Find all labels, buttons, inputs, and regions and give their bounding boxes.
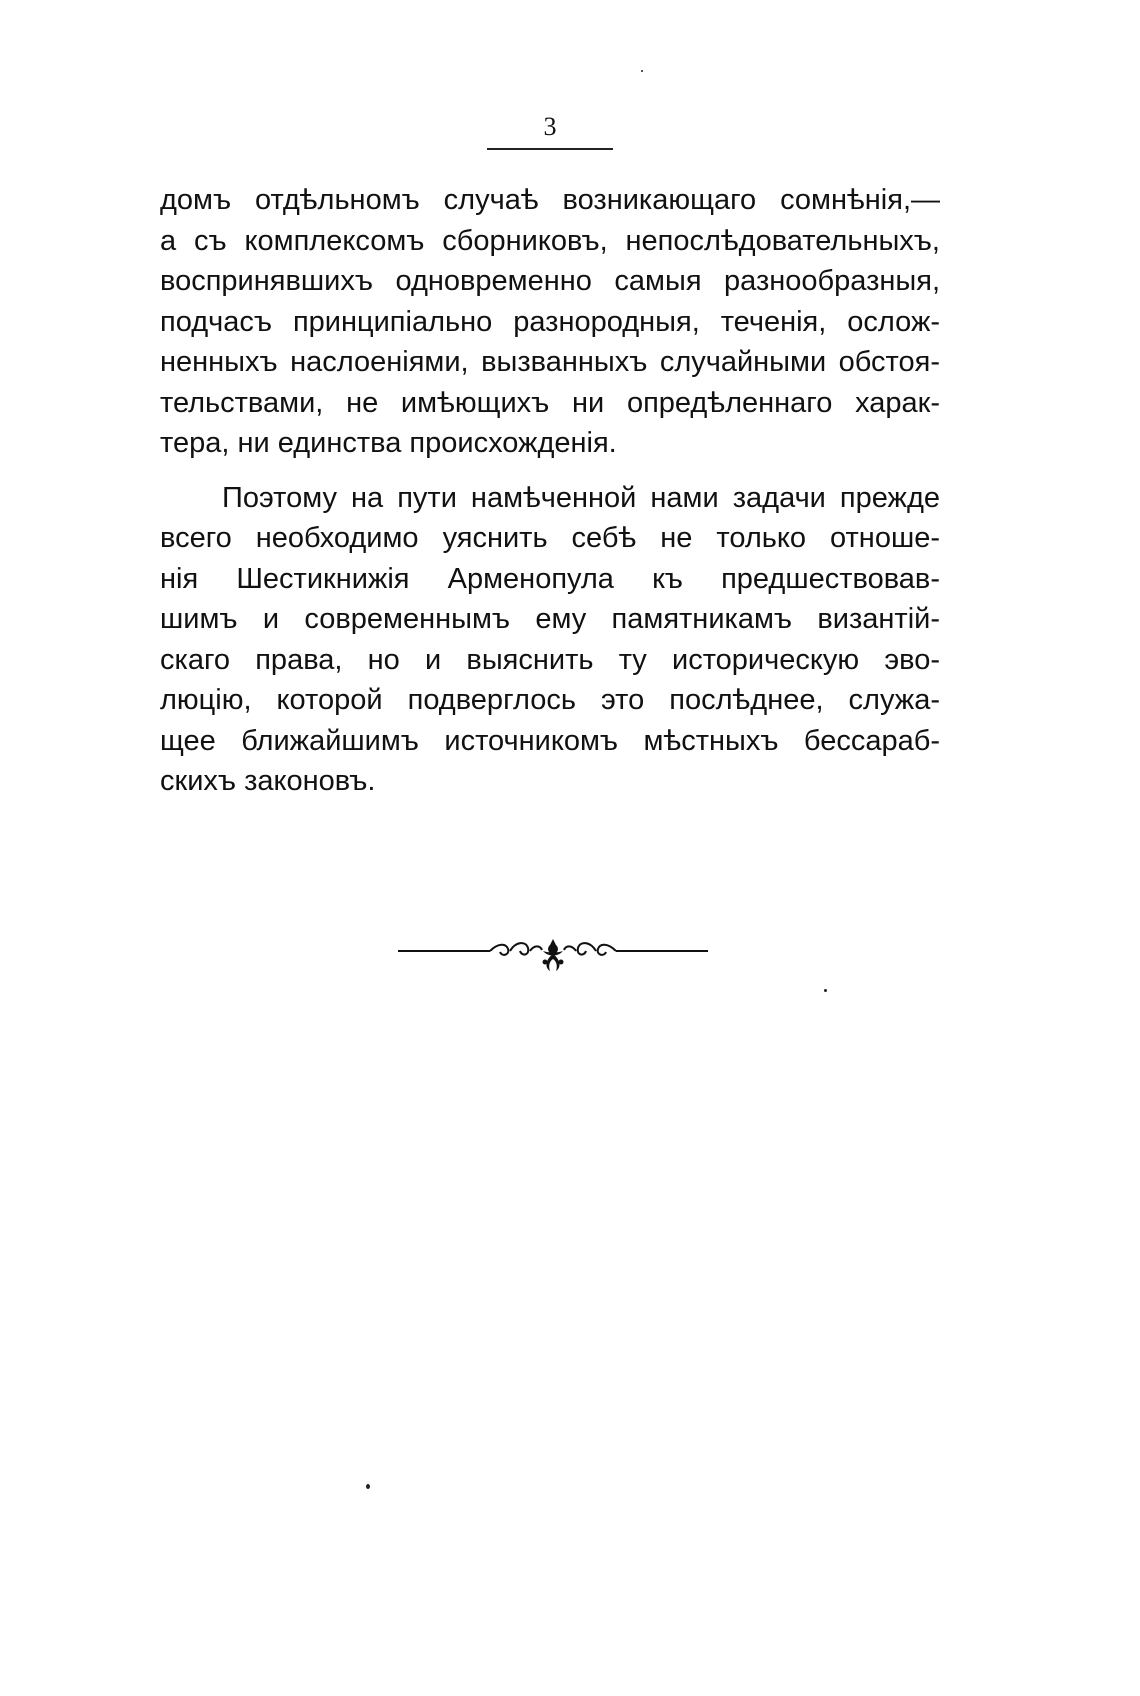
text-line: нія Шестикнижія Арменопула къ предшествовав-: [160, 562, 940, 595]
paragraph: [160, 180, 940, 464]
scan-speck: [641, 70, 643, 72]
text-line: тера, ни единства происхожденія.: [160, 427, 617, 459]
text-line: щее ближайшимъ источникомъ мѣстныхъ бессараб-: [160, 724, 940, 757]
scan-speck: [824, 989, 827, 992]
text-line: люцію, которой подверглось это послѣднее, служа-: [160, 684, 940, 716]
text-line: ненныхъ наслоеніями, вызванныхъ случайными обстоя-: [160, 346, 940, 378]
paragraph: [160, 478, 940, 802]
scan-speck: [366, 1484, 370, 1489]
body-text: [160, 180, 940, 802]
text-line: скаго права, но и выяснить ту историческую эво-: [160, 643, 940, 676]
page-number: 3: [543, 112, 557, 141]
text-line: домъ отдѣльномъ случаѣ возникающаго сомнѣнія,—: [160, 184, 940, 216]
text-line: а съ комплексомъ сборниковъ, непослѣдовательныхъ,: [160, 224, 940, 257]
page-number-rule: [487, 148, 613, 150]
paragraph-gap: [160, 464, 940, 478]
text-line: Поэтому на пути намѣченной нами задачи прежде: [222, 481, 940, 514]
text-line: скихъ законовъ.: [160, 765, 376, 797]
text-line: всего необходимо уяснить себѣ не только отноше-: [160, 522, 940, 554]
text-line: шимъ и современнымъ ему памятникамъ византій-: [160, 603, 940, 635]
fleuron-divider-icon: [398, 935, 708, 981]
text-line: воспринявшихъ одновременно самыя разнообразныя,: [160, 265, 940, 297]
text-line: подчасъ принципіально разнородныя, теченія, ослож-: [160, 305, 940, 338]
text-line: тельствами, не имѣющихъ ни опредѣленнаго харак-: [160, 386, 940, 419]
